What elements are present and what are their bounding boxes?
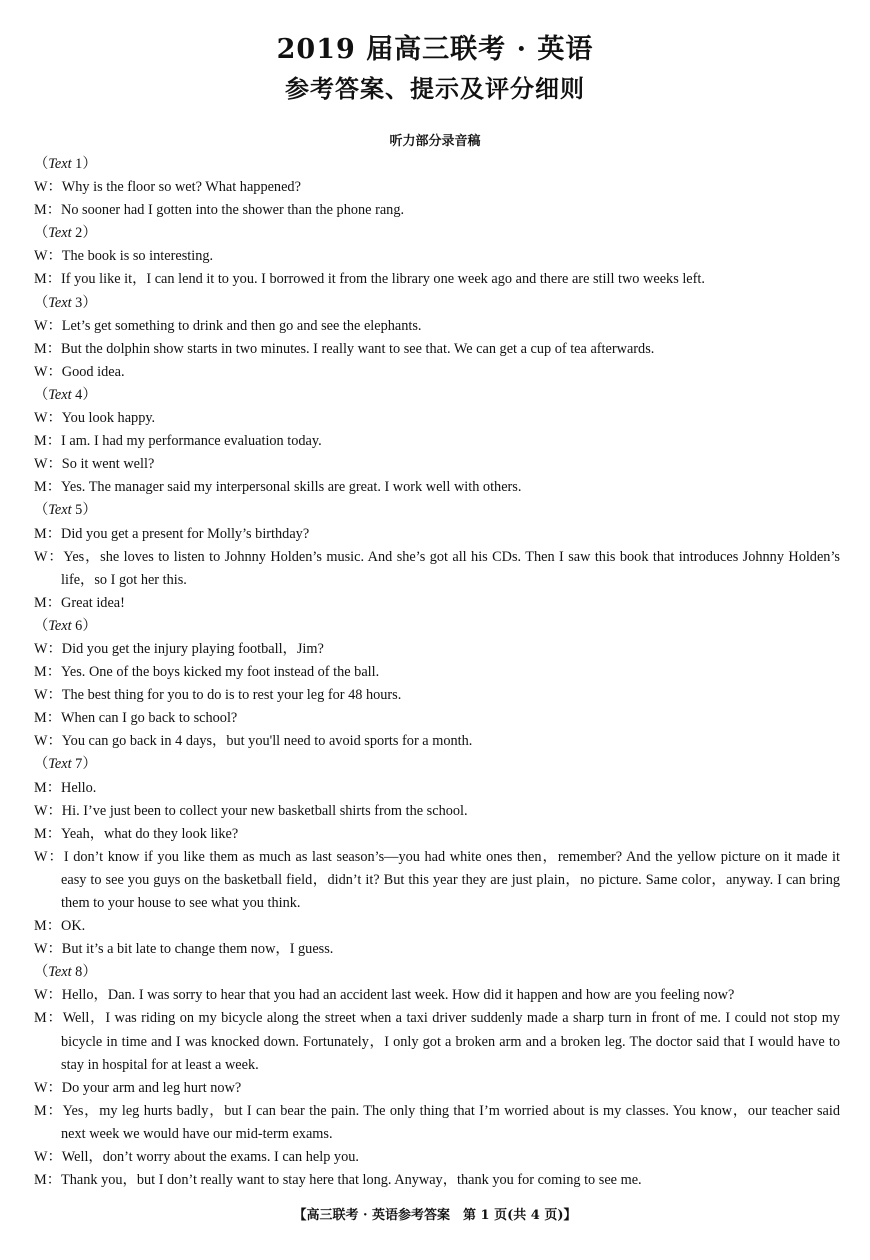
dialogue-line: W：Good idea. <box>34 363 125 380</box>
label-number: 7） <box>71 756 97 773</box>
page-subtitle: 参考答案、提示及评分细则 <box>285 74 585 103</box>
dialogue-line: M：I am. I had my performance evaluation today. <box>34 433 322 450</box>
dialogue-line: W：Why is the floor so wet? What happened? <box>34 179 301 196</box>
label-italic: Text <box>48 386 72 403</box>
dialogue-line: M：Great idea! <box>34 594 125 611</box>
text-section-label <box>34 292 840 315</box>
label-italic: Text <box>48 156 72 172</box>
label-open: （ <box>34 156 49 172</box>
dialogue-line: W：The best thing for you to do is to rest your leg for 48 hours. <box>34 687 402 704</box>
label-italic: Text <box>48 756 72 773</box>
dialogue-line: W：You can go back in 4 days，but you'll need to avoid sports for a month. <box>34 733 473 750</box>
dialogue-line: W：Hello，Dan. I was sorry to hear that you had an accident last week. How did it happen and how are you feeling now? <box>34 987 735 1004</box>
label-number: 4） <box>71 386 97 403</box>
label-italic: Text <box>48 225 72 242</box>
transcript-body <box>34 153 840 1192</box>
label-number: 2） <box>71 225 97 242</box>
dialogue-line: W：The book is so interesting. <box>34 248 214 265</box>
section-title: 听力部分录音稿 <box>389 134 481 149</box>
label-number: 6） <box>71 617 97 634</box>
dialogue-line: M：Did you get a present for Molly’s birthday? <box>34 525 310 542</box>
dialogue-line: W：Did you get the injury playing football，Jim? <box>34 640 324 657</box>
dialogue-line: M：Yeah，what do they look like? <box>34 825 239 842</box>
label-open: （ <box>34 225 49 242</box>
page-footer: 【高三联考 · 英语参考答案 第 1 页(共 4 页)】 <box>293 1208 577 1223</box>
dialogue-line: W：Well，don’t worry about the exams. I can help you. <box>34 1149 359 1166</box>
label-italic: Text <box>48 964 72 981</box>
dialogue-line: W：So it went well? <box>34 456 155 473</box>
dialogue-line: W：Do your arm and leg hurt now? <box>34 1079 242 1096</box>
dialogue-line: W：Hi. I’ve just been to collect your new basketball shirts from the school. <box>34 802 468 819</box>
dialogue-line: M：But the dolphin show starts in two minutes. I really want to see that. We can get a cup of tea afterwards. <box>34 340 655 357</box>
dialogue-line: M：Yes. The manager said my interpersonal skills are great. I work well with others. <box>34 479 522 496</box>
label-italic: Text <box>48 294 72 311</box>
dialogue-line: M：OK. <box>34 918 86 935</box>
dialogue-line: M：Thank you，but I don’t really want to stay here that long. Anyway，thank you for coming to see me. <box>34 1172 642 1189</box>
text-section-label <box>34 153 840 176</box>
dialogue-line: M：Hello. <box>34 779 97 796</box>
dialogue-line: W：I don’t know if you like them as much as last season’s—you had white ones then，remember? And the yellow picture on it made it easy to see you guys on the basketball field，didn’t it? But this year they are just plain，no picture. Same color，anyway. I can bring them to your house to see what you think. <box>34 848 840 911</box>
dialogue-line: W：Let’s get something to drink and then go and see the elephants. <box>34 317 422 334</box>
dialogue-line: M：When can I go back to school? <box>34 710 238 727</box>
label-italic: Text <box>48 502 72 519</box>
label-open: （ <box>34 964 49 981</box>
text-section-label <box>34 961 840 984</box>
text-section-label <box>34 222 840 245</box>
text-section-label <box>34 753 840 776</box>
label-number: 3） <box>71 294 97 311</box>
label-open: （ <box>34 502 49 519</box>
label-open: （ <box>34 386 49 403</box>
dialogue-line: W：You look happy. <box>34 410 156 427</box>
text-section-label <box>34 384 840 407</box>
dialogue-line: M：Yes. One of the boys kicked my foot instead of the ball. <box>34 664 380 681</box>
label-open: （ <box>34 756 49 773</box>
label-italic: Text <box>48 617 72 634</box>
dialogue-line: M：Well，I was riding on my bicycle along the street when a taxi driver suddenly made a sharp turn in front of me. I could not stop my bicycle in time and I was knocked down. Fortunately，I only got a broken arm and a broken leg. The doctor said that I would have to stay in hospital for at least a week. <box>34 1010 840 1073</box>
dialogue-line: M：Yes，my leg hurts badly，but I can bear the pain. The only thing that I’m worried about is my classes. You know，our teacher said next week we would have our mid-term exams. <box>34 1102 840 1142</box>
label-open: （ <box>34 617 49 634</box>
dialogue-line: W：But it’s a bit late to change them now，I guess. <box>34 941 334 958</box>
label-open: （ <box>34 294 49 311</box>
label-number: 8） <box>71 964 97 981</box>
text-section-label <box>34 615 840 638</box>
dialogue-line: M：If you like it，I can lend it to you. I borrowed it from the library one week ago and there are still two weeks left. <box>34 271 705 288</box>
dialogue-line: W：Yes，she loves to listen to Johnny Holden’s music. And she’s got all his CDs. Then I saw this book that introduces Johnny Holden’s life，so I got her this. <box>34 548 840 588</box>
label-number: 1） <box>71 156 97 172</box>
label-number: 5） <box>71 502 97 519</box>
dialogue-line: M：No sooner had I gotten into the shower than the phone rang. <box>34 202 405 219</box>
text-section-label <box>34 499 840 522</box>
page-title: 2019 届高三联考 · 英语 <box>276 34 594 65</box>
